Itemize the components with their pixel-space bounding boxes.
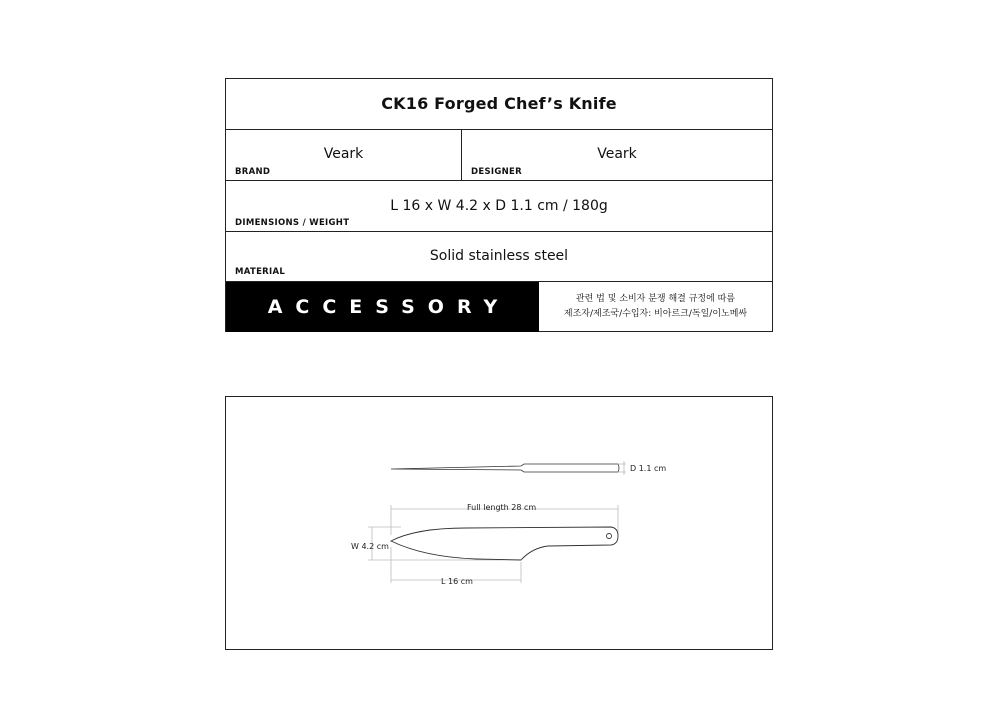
title-row <box>226 79 772 130</box>
dimensions-value: L 16 x W 4.2 x D 1.1 cm / 180g <box>390 198 608 214</box>
accessory-row <box>226 282 772 332</box>
legal-info <box>539 292 772 322</box>
dimensions-label: DIMENSIONS / WEIGHT <box>235 218 350 228</box>
material-value: Solid stainless steel <box>429 248 569 264</box>
knife-diagram <box>226 397 774 651</box>
knife-diagram-card <box>225 396 773 650</box>
knife-top-view <box>391 527 618 560</box>
legal-line-2: 제조자/제조국/수입자: 비아르크/독일/이노메싸 <box>563 309 748 319</box>
blade-length-label: L 16 cm <box>441 577 473 586</box>
depth-label: D 1.1 cm <box>630 464 667 473</box>
brand-label: BRAND <box>235 167 271 177</box>
brand-value: Veark <box>323 146 364 162</box>
legal-line-1: 관련 법 및 소비자 분쟁 해결 규정에 따름 <box>575 294 736 304</box>
designer-label: DESIGNER <box>471 167 522 177</box>
designer-value: Veark <box>597 146 637 162</box>
designer-cell <box>462 130 772 180</box>
brand-cell <box>226 130 462 180</box>
category-label: ACCESSORY <box>267 296 511 318</box>
product-info-card <box>225 78 773 332</box>
width-dimension <box>368 527 518 560</box>
brand-designer-row <box>226 130 772 181</box>
material-row <box>226 232 772 282</box>
material-label: MATERIAL <box>235 267 286 277</box>
product-title: CK16 Forged Chef’s Knife <box>381 94 617 113</box>
full-length-label: Full length 28 cm <box>467 503 537 512</box>
width-label: W 4.2 cm <box>351 542 389 551</box>
category-block <box>226 282 539 332</box>
dimensions-row <box>226 181 772 232</box>
knife-side-view <box>391 461 626 475</box>
